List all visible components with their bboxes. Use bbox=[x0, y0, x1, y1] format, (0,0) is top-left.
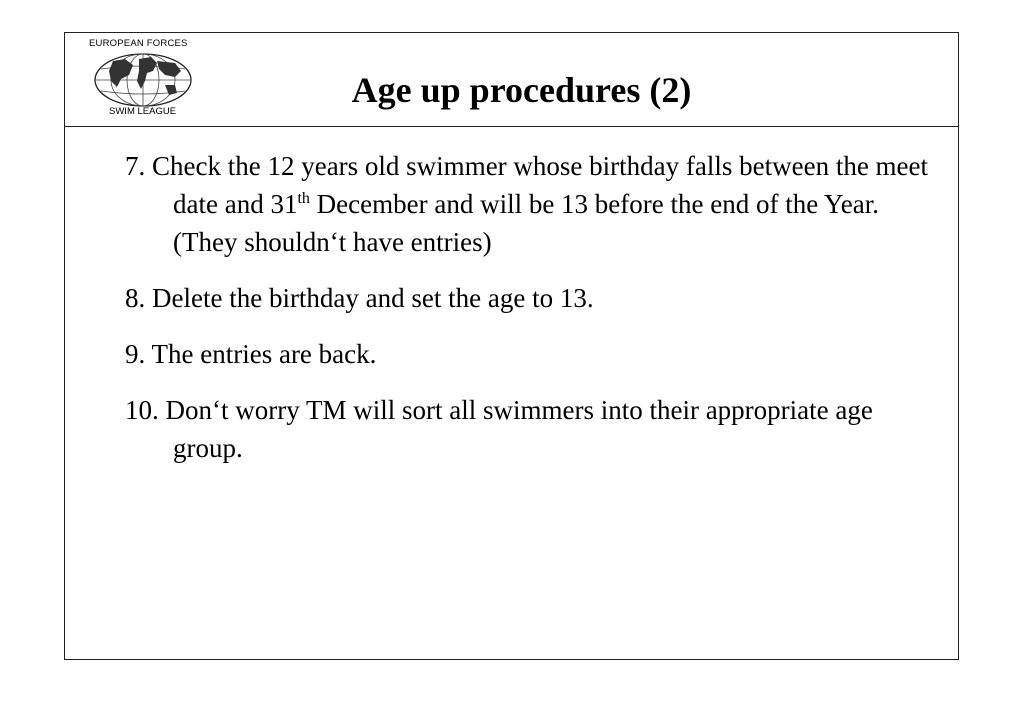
list-item: 9. The entries are back. bbox=[125, 339, 377, 369]
slide bbox=[64, 32, 959, 660]
procedure-list bbox=[125, 147, 935, 485]
list-item: 10. Don‘t worry TM will sort all swimmers into their appropriate age group. bbox=[125, 395, 873, 463]
logo-top-text: EUROPEAN FORCES bbox=[89, 38, 188, 49]
ordinal-suffix: th bbox=[297, 190, 310, 207]
slide-title: Age up procedures (2) bbox=[351, 70, 692, 110]
list-item bbox=[125, 147, 935, 261]
header-divider bbox=[65, 126, 958, 127]
item-7-text-part1: 7. Check the 12 years old swimmer whose birthday falls between the meet date and 31 bbox=[125, 151, 929, 219]
item-7-text-part2: December and will be 13 before the end of the Year. (They shouldn‘t have entries) bbox=[173, 189, 879, 257]
list-item: 8. Delete the birthday and set the age to 13. bbox=[125, 283, 594, 313]
logo-bottom-text: SWIM LEAGUE bbox=[109, 106, 177, 117]
